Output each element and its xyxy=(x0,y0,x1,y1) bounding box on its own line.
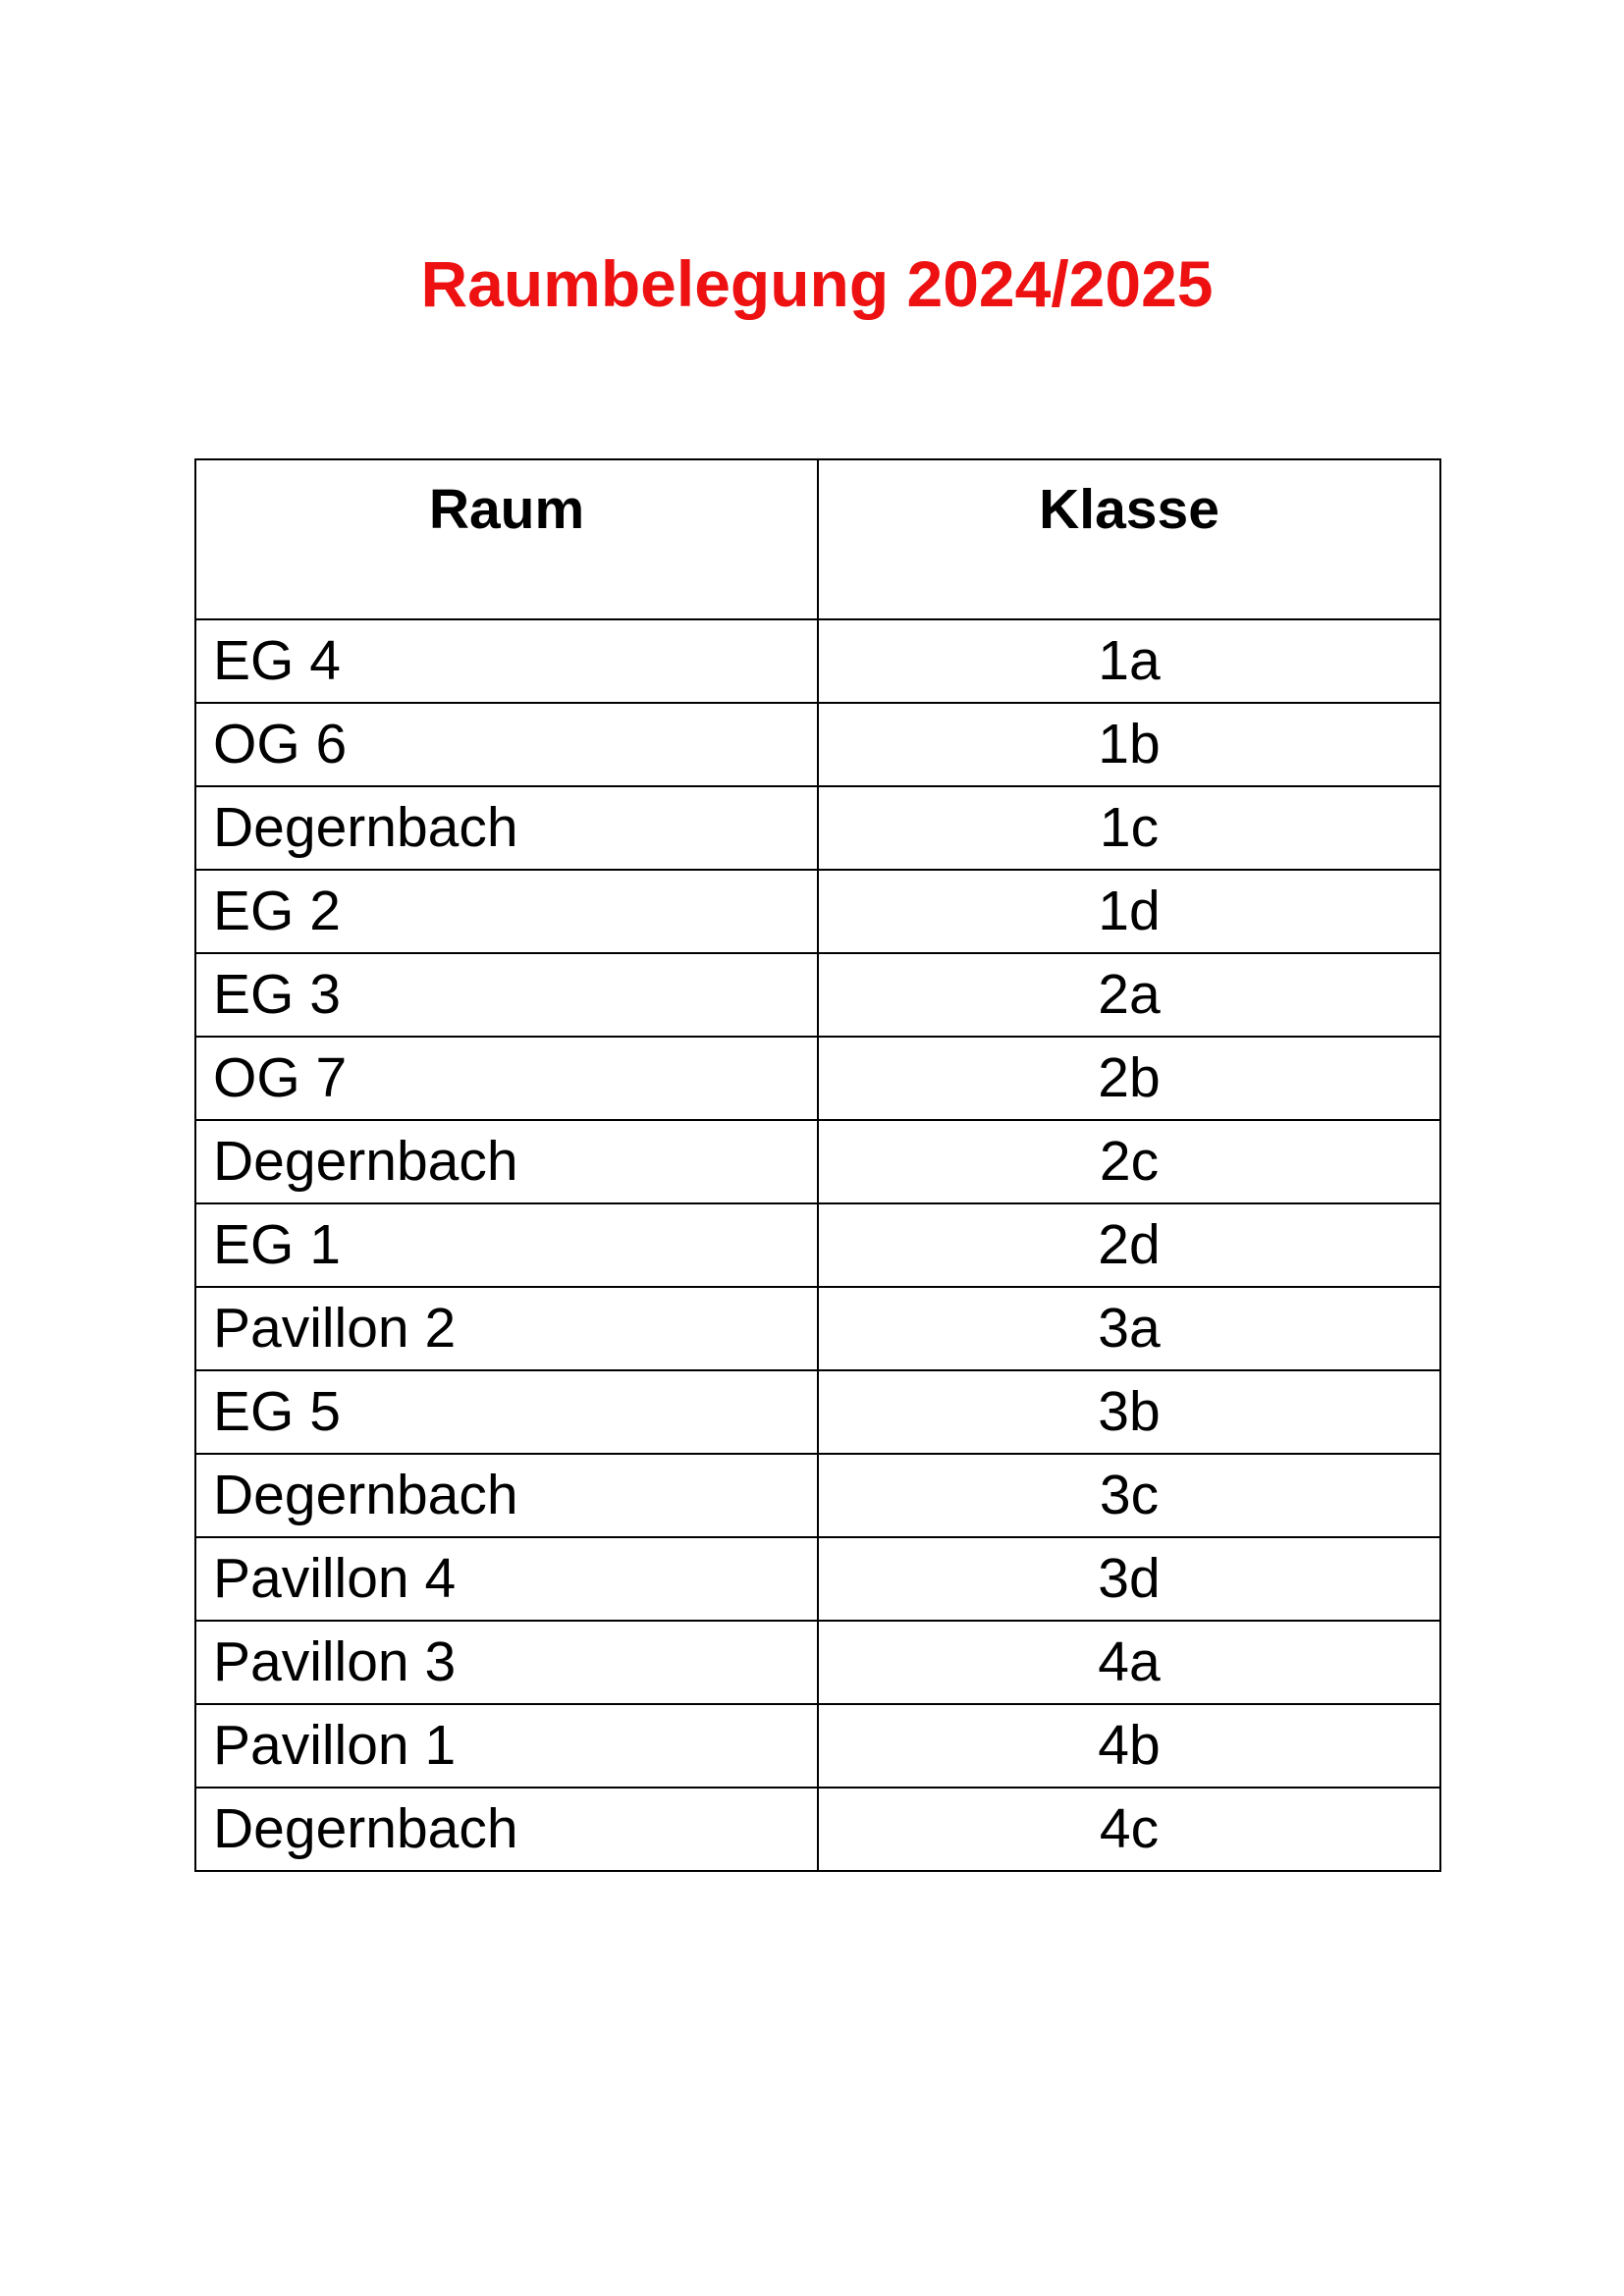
class-cell: 2b xyxy=(818,1037,1440,1120)
room-cell: Degernbach xyxy=(195,1454,818,1537)
class-cell: 3d xyxy=(818,1537,1440,1621)
class-cell: 1d xyxy=(818,870,1440,953)
table-row xyxy=(195,1287,1440,1370)
table-row xyxy=(195,1788,1440,1871)
class-cell: 3b xyxy=(818,1370,1440,1454)
table-row xyxy=(195,786,1440,870)
room-cell: Degernbach xyxy=(195,786,818,870)
table-header xyxy=(195,459,1440,619)
room-cell: EG 3 xyxy=(195,953,818,1037)
table-row xyxy=(195,870,1440,953)
room-cell: Pavillon 2 xyxy=(195,1287,818,1370)
room-cell: Pavillon 4 xyxy=(195,1537,818,1621)
class-cell: 4a xyxy=(818,1621,1440,1704)
room-cell: Pavillon 3 xyxy=(195,1621,818,1704)
table-row xyxy=(195,619,1440,703)
room-cell: OG 6 xyxy=(195,703,818,786)
room-cell: EG 2 xyxy=(195,870,818,953)
class-cell: 2a xyxy=(818,953,1440,1037)
room-cell: Degernbach xyxy=(195,1788,818,1871)
room-cell: Degernbach xyxy=(195,1120,818,1203)
class-cell: 2d xyxy=(818,1203,1440,1287)
room-allocation-table xyxy=(194,458,1441,1872)
column-header-room: Raum xyxy=(195,459,818,619)
table-row xyxy=(195,1537,1440,1621)
table-body xyxy=(195,619,1440,1871)
table-row xyxy=(195,1120,1440,1203)
table-row xyxy=(195,1370,1440,1454)
room-cell: EG 4 xyxy=(195,619,818,703)
class-cell: 2c xyxy=(818,1120,1440,1203)
class-cell: 3c xyxy=(818,1454,1440,1537)
table-row xyxy=(195,1037,1440,1120)
table-row xyxy=(195,953,1440,1037)
class-cell: 4b xyxy=(818,1704,1440,1788)
table-row xyxy=(195,1704,1440,1788)
column-header-class: Klasse xyxy=(818,459,1440,619)
class-cell: 1c xyxy=(818,786,1440,870)
room-cell: Pavillon 1 xyxy=(195,1704,818,1788)
page-title: Raumbelegung 2024/2025 xyxy=(420,247,1214,320)
class-cell: 3a xyxy=(818,1287,1440,1370)
header-row xyxy=(195,459,1440,619)
room-cell: EG 1 xyxy=(195,1203,818,1287)
room-cell: EG 5 xyxy=(195,1370,818,1454)
class-cell: 4c xyxy=(818,1788,1440,1871)
room-cell: OG 7 xyxy=(195,1037,818,1120)
table-row xyxy=(195,1621,1440,1704)
class-cell: 1a xyxy=(818,619,1440,703)
table-row xyxy=(195,1203,1440,1287)
table-row xyxy=(195,1454,1440,1537)
class-cell: 1b xyxy=(818,703,1440,786)
table-row xyxy=(195,703,1440,786)
